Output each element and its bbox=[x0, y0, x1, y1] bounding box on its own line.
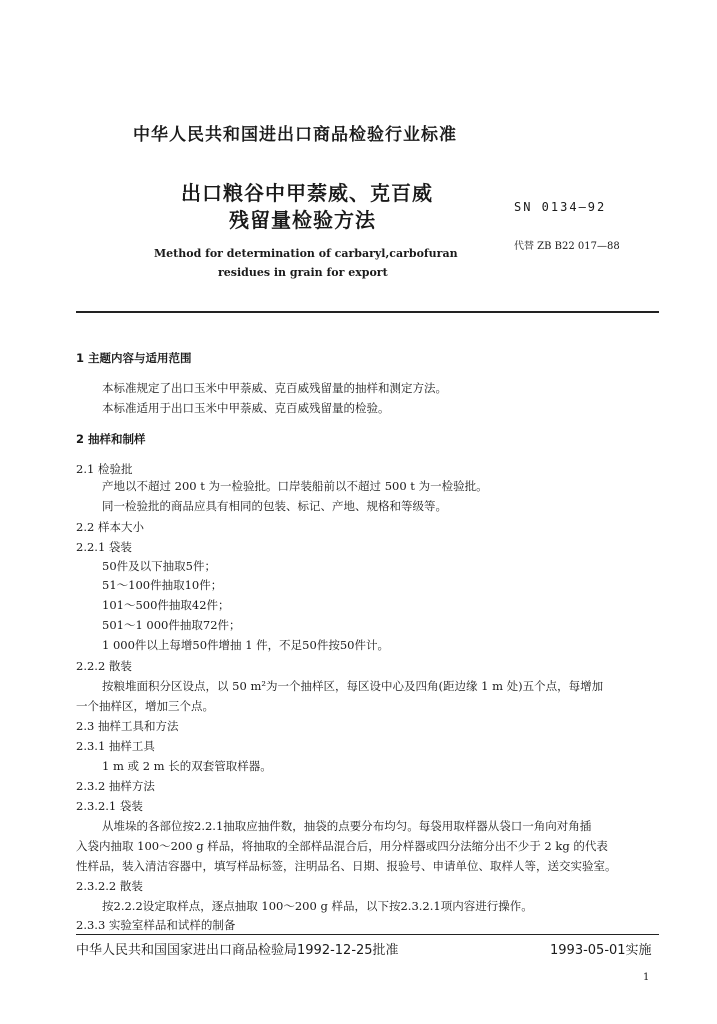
issuing-organization: 中华人民共和国进出口商品检验行业标准 bbox=[133, 125, 457, 145]
subsection-heading: 2.1 检验批 bbox=[76, 462, 133, 476]
paragraph-line: 入袋内抽取 100～200 g 样品，将抽取的全部样品混合后，用分样器或四分法缩分出不少于 2 kg 的代表 bbox=[76, 839, 608, 853]
list-item: 51～100件抽取10件； bbox=[102, 578, 223, 592]
paragraph-line: 按2.2.2设定取样点，逐点抽取 100～200 g 样品，以下按2.3.2.1项内容进行操作。 bbox=[102, 899, 533, 913]
subsection-heading: 2.3.1 抽样工具 bbox=[76, 739, 155, 753]
list-item: 101～500件抽取42件； bbox=[102, 598, 230, 612]
subsection-heading: 2.3.3 实验室样品和试样的制备 bbox=[76, 918, 236, 932]
subsection-heading: 2.3.2.2 散装 bbox=[76, 879, 143, 893]
paragraph-line: 同一检验批的商品应具有相同的包装、标记、产地、规格和等级等。 bbox=[102, 499, 447, 513]
standard-code: SN 0134—92 bbox=[514, 200, 607, 214]
subsection-heading: 2.2.1 袋装 bbox=[76, 540, 132, 554]
paragraph-line: 性样品，装入清洁容器中，填写样品标签，注明品名、日期、报验号、申请单位、取样人等，送交实验室。 bbox=[76, 859, 617, 873]
page-number: 1 bbox=[643, 972, 650, 983]
page-title-line2: 残留量检验方法 bbox=[229, 208, 376, 232]
subsection-heading: 2.3 抽样工具和方法 bbox=[76, 719, 179, 733]
footer-divider bbox=[76, 934, 659, 935]
list-item: 1 000件以上每增50件增抽 1 件，不足50件按50件计。 bbox=[102, 638, 389, 652]
section-heading: 2 抽样和制样 bbox=[76, 432, 146, 446]
list-item: 50件及以下抽取5件； bbox=[102, 559, 216, 573]
english-title-line1: Method for determination of carbaryl,carbofuran bbox=[154, 247, 458, 260]
paragraph-line: 本标准规定了出口玉米中甲萘威、克百威残留量的抽样和测定方法。 bbox=[102, 381, 447, 395]
english-title-line2: residues in grain for export bbox=[218, 266, 388, 279]
effective-date: 1993-05-01实施 bbox=[550, 943, 652, 958]
paragraph-line: 本标准适用于出口玉米中甲萘威、克百威残留量的检验。 bbox=[102, 401, 390, 415]
subsection-heading: 2.3.2 抽样方法 bbox=[76, 779, 155, 793]
list-item: 501～1 000件抽取72件； bbox=[102, 618, 241, 632]
section-heading: 1 主题内容与适用范围 bbox=[76, 351, 192, 365]
paragraph-line: 从堆垛的各部位按2.2.1抽取应抽件数，抽袋的点要分布均匀。每袋用取样器从袋口一角向对角插 bbox=[102, 819, 592, 833]
paragraph-line: 1 m 或 2 m 长的双套管取样器。 bbox=[102, 759, 272, 773]
subsection-heading: 2.2 样本大小 bbox=[76, 520, 144, 534]
replaces-standard: 代替 ZB B22 017—88 bbox=[514, 241, 620, 252]
subsection-heading: 2.2.2 散装 bbox=[76, 659, 132, 673]
page-title-line1: 出口粮谷中甲萘威、克百威 bbox=[181, 181, 433, 205]
paragraph-line: 产地以不超过 200 t 为一检验批。口岸装船前以不超过 500 t 为一检验批。 bbox=[102, 479, 488, 493]
approval-statement: 中华人民共和国国家进出口商品检验局1992-12-25批准 bbox=[76, 943, 399, 958]
subsection-heading: 2.3.2.1 袋装 bbox=[76, 799, 143, 813]
header-divider bbox=[76, 311, 659, 313]
paragraph-line: 按粮堆面积分区设点，以 50 m²为一个抽样区，每区设中心及四角(距边缘 1 m 处)五个点，每增加 bbox=[102, 679, 604, 693]
paragraph-line: 一个抽样区，增加三个点。 bbox=[76, 699, 214, 713]
